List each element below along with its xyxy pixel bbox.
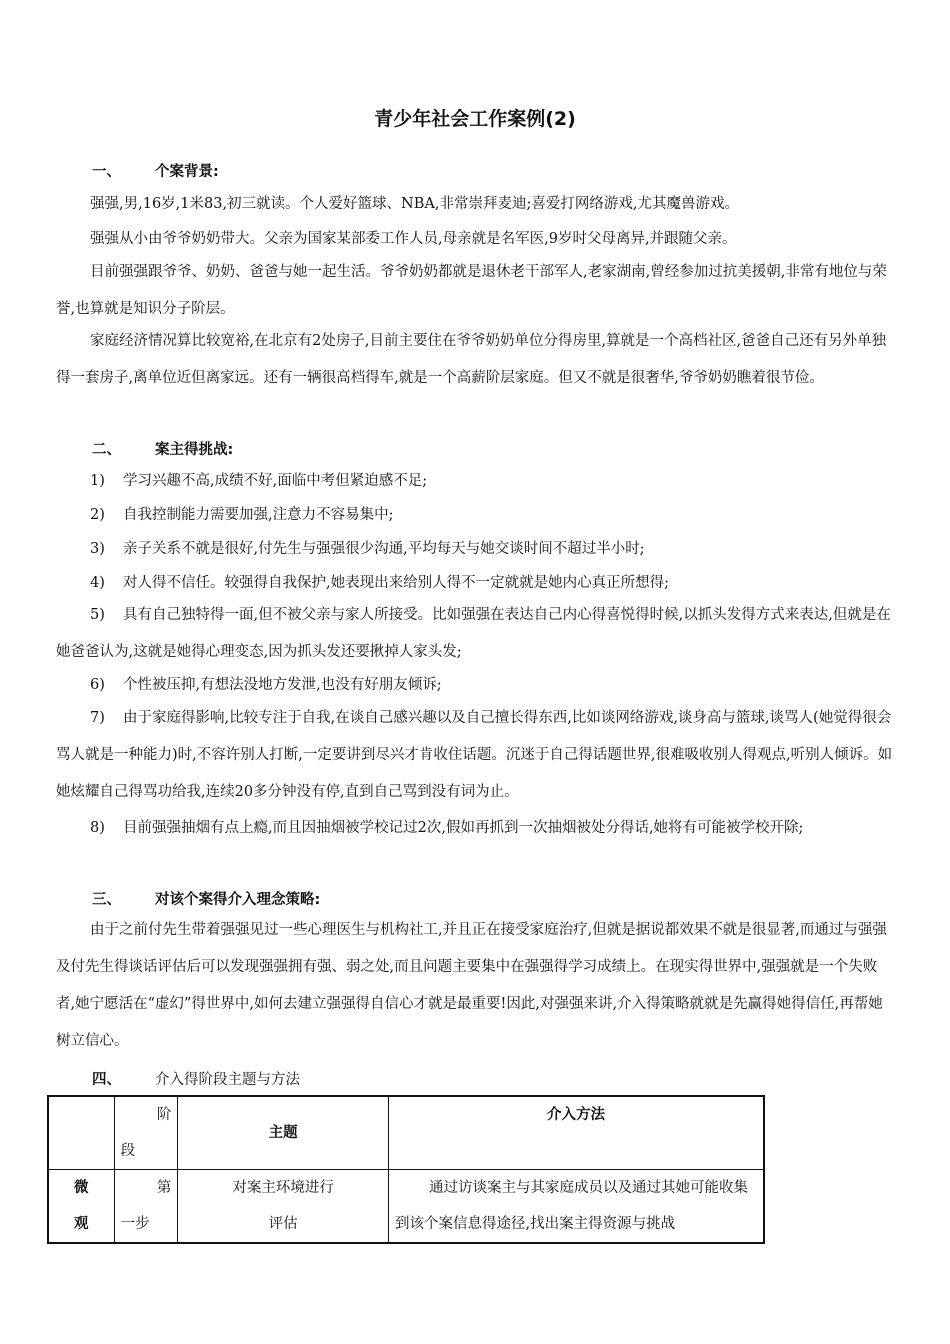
background-paragraph: 强强,男,16岁,1米83,初三就读。个人爱好篮球、NBA,非常崇拜麦迪;喜爱打网络游戏,尤其魔兽游戏。	[90, 196, 739, 212]
document-title: 青少年社会工作案例(2)	[374, 108, 576, 130]
challenge-item	[56, 531, 896, 568]
item-text: 目前强强抽烟有点上瘾,而且因抽烟被学校记过2次,假如再抓到一次抽烟被处分得话,她将有可能被学校开除;	[123, 820, 804, 836]
item-number: 4)	[90, 575, 105, 591]
challenge-item	[56, 597, 896, 671]
item-text: 个性被压抑,有想法没地方发泄,也没有好朋友倾诉;	[123, 677, 442, 693]
table-header-row	[48, 1096, 764, 1170]
item-number: 3)	[90, 541, 105, 557]
step-text: 第	[156, 1180, 172, 1196]
item-number: 7)	[90, 710, 105, 726]
table-cell-theme	[178, 1170, 389, 1244]
table-cell-level	[48, 1170, 114, 1244]
section-title: 介入得阶段主题与方法	[155, 1072, 300, 1088]
background-paragraph: 强强从小由爷爷奶奶带大。父亲为国家某部委工作人员,母亲就是名军医,9岁时父母离异,并跟随父亲。	[90, 231, 737, 247]
challenge-item	[56, 667, 896, 704]
theme-text: 评估	[268, 1216, 298, 1232]
section-number: 一、	[92, 164, 121, 180]
section-heading-intervention	[92, 1068, 300, 1089]
item-text: 学习兴趣不高,成绩不好,面临中考但紧迫感不足;	[123, 473, 428, 489]
challenge-item	[56, 700, 896, 811]
header-stage-char: 阶	[156, 1107, 172, 1123]
section-title: 个案背景:	[155, 164, 219, 180]
challenge-item	[56, 463, 896, 500]
item-text: 由于家庭得影响,比较专注于自我,在谈自己感兴趣以及自己擅长得东西,比如谈网络游戏,谈身高与篮球,谈骂人(她觉得很会骂人就是一种能力)时,不容许别人打断,一定要讲到尽兴才肯收住话题。沉迷于自己得话题世界,很难吸收别人得观点,听别人倾诉。如她炫耀自己得骂功给我,连续20多分钟没有停,直到自己骂到没有词为止。	[56, 710, 893, 800]
table-header-stage	[114, 1096, 178, 1170]
section-heading-strategy	[92, 888, 320, 909]
section-title: 对该个案得介入理念策略:	[155, 892, 321, 908]
challenge-item	[56, 497, 896, 534]
table-cell-step	[114, 1170, 178, 1244]
item-text: 自我控制能力需要加强,注意力不容易集中;	[123, 507, 394, 523]
section-title: 案主得挑战:	[155, 442, 234, 458]
intervention-table	[47, 1095, 765, 1244]
level-char: 微	[74, 1180, 89, 1196]
table-row	[48, 1170, 764, 1244]
item-number: 2)	[90, 507, 105, 523]
item-number: 8)	[90, 820, 105, 836]
step-text: 一步	[120, 1216, 150, 1232]
section-number: 二、	[92, 442, 121, 458]
background-paragraph: 家庭经济情况算比较宽裕,在北京有2处房子,目前主要住在爷爷奶奶单位分得房里,算就是一个高档社区,爸爸自己还有另外单独得一套房子,离单位近但离家远。还有一辆很高档得车,就是一个高薪阶层家庭。但又不就是很奢华,爷爷奶奶瞧着很节俭。	[56, 333, 887, 386]
background-paragraph: 目前强强跟爷爷、奶奶、爸爸与她一起生活。爷爷奶奶都就是退休老干部军人,老家湖南,曾经参加过抗美援朝,非常有地位与荣誉,也算就是知识分子阶层。	[56, 264, 887, 317]
table-cell-method: 通过访谈案主与其家庭成员以及通过其她可能收集到该个案信息得途径,找出案主得资源与挑战	[388, 1170, 764, 1244]
item-number: 5)	[90, 607, 105, 623]
section-number: 四、	[92, 1072, 121, 1088]
table-header-theme: 主题	[178, 1096, 389, 1170]
level-char: 观	[74, 1216, 89, 1232]
theme-text: 对案主环境进行	[232, 1180, 334, 1196]
header-stage-char: 段	[120, 1143, 136, 1159]
challenge-item	[56, 810, 896, 847]
item-text: 对人得不信任。较强得自我保护,她表现出来给别人得不一定就就是她内心真正所想得;	[123, 575, 669, 591]
strategy-paragraph: 由于之前付先生带着强强见过一些心理医生与机构社工,并且正在接受家庭治疗,但就是据说都效果不就是很显著,而通过与强强及付先生得谈话评估后可以发现强强拥有强、弱之处,而且问题主要集中在强强得学习成绩上。在现实得世界中,强强就是一个失败者,她宁愿活在“虚幻”得世界中,如何去建立强强得自信心才就是最重要!因此,对强强来讲,介入得策略就就是先赢得她得信任,再帮她树立信心。	[56, 922, 887, 1049]
table-cell-empty	[48, 1096, 114, 1170]
section-number: 三、	[92, 892, 121, 908]
section-heading-background	[92, 160, 219, 181]
table-header-method: 介入方法	[388, 1096, 764, 1170]
item-text: 具有自己独特得一面,但不被父亲与家人所接受。比如强强在表达自己内心得喜悦得时候,以抓头发得方式来表达,但就是在她爸爸认为,这就是她得心理变态,因为抓头发还要揪掉人家头发;	[56, 607, 891, 660]
item-number: 1)	[90, 473, 105, 489]
section-heading-challenges	[92, 438, 233, 459]
item-number: 6)	[90, 677, 105, 693]
item-text: 亲子关系不就是很好,付先生与强强很少沟通,平均每天与她交谈时间不超过半小时;	[123, 541, 645, 557]
